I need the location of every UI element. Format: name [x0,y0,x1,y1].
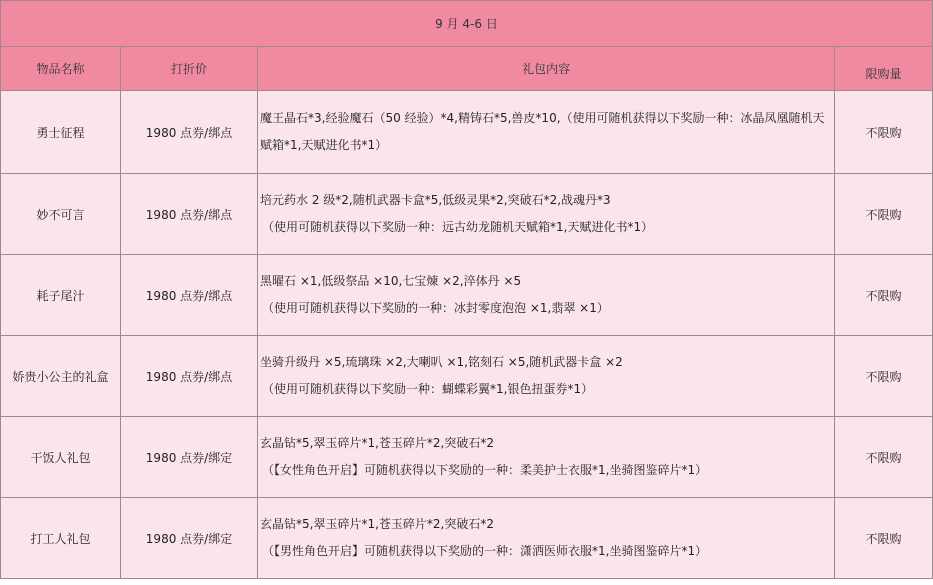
purchase-limit-cell: 不限购 [835,255,933,336]
item-name-cell: 打工人礼包 [1,498,121,579]
header-discount-price: 打折价 [121,47,258,91]
purchase-limit-cell: 不限购 [835,174,933,255]
pack-contents-cell [258,91,835,174]
contents-line: 黑曜石 ×1,低级祭品 ×10,七宝煉 ×2,淬体丹 ×5 [260,274,522,288]
item-name-cell: 勇士征程 [1,91,121,174]
discount-price-cell: 1980 点券/绑点 [121,174,258,255]
contents-line: 玄晶钻*5,翠玉碎片*1,苍玉碎片*2,突破石*2 [260,517,494,531]
reward-note-line: （【女性角色开启】可随机获得以下奖励的一种：柔美护士衣服*1,坐骑图鉴碎片*1） [262,463,708,477]
pack-contents-cell [258,336,835,417]
header-item-name: 物品名称 [1,47,121,91]
discount-price-cell: 1980 点券/绑定 [121,417,258,498]
table-row [1,498,933,579]
table-row [1,336,933,417]
purchase-limit-cell: 不限购 [835,498,933,579]
header-purchase-limit: 限购量 [835,47,933,91]
date-banner-row [1,1,933,47]
item-name-cell: 妙不可言 [1,174,121,255]
header-pack-contents: 礼包内容 [258,47,835,91]
reward-note-line: （使用可随机获得以下奖励一种：蝴蝶彩翼*1,银色扭蛋券*1） [262,382,594,396]
purchase-limit-cell: 不限购 [835,336,933,417]
purchase-limit-cell: 不限购 [835,91,933,174]
item-name-cell: 娇贵小公主的礼盒 [1,336,121,417]
reward-note-line: （使用可随机获得以下奖励一种：远古幼龙随机天赋箱*1,天赋进化书*1） [262,220,654,234]
discount-price-cell: 1980 点券/绑点 [121,336,258,417]
item-name-cell: 耗子尾汁 [1,255,121,336]
reward-note-line: （使用可随机获得以下奖励的一种：冰封零度泡泡 ×1,翡翠 ×1） [262,301,609,315]
reward-note-line: （【男性角色开启】可随机获得以下奖励的一种：潇洒医师衣服*1,坐骑图鉴碎片*1） [262,544,708,558]
discount-price-cell: 1980 点券/绑点 [121,255,258,336]
date-banner: 9 月 4-6 日 [1,1,933,47]
pack-contents-cell [258,417,835,498]
table-row [1,255,933,336]
table-body [1,91,933,579]
discount-price-cell: 1980 点券/绑点 [121,91,258,174]
table-row [1,174,933,255]
table-row [1,417,933,498]
contents-line: 玄晶钻*5,翠玉碎片*1,苍玉碎片*2,突破石*2 [260,436,494,450]
pack-contents-cell [258,174,835,255]
contents-line: 魔王晶石*3,经验魔石（50 经验）*4,精铸石*5,兽皮*10,（使用可随机获得以下奖励一种：冰晶凤凰随机天赋箱*1,天赋进化书*1） [260,111,825,152]
item-name-cell: 干饭人礼包 [1,417,121,498]
contents-line: 坐骑升级丹 ×5,琉璃珠 ×2,大喇叭 ×1,铭刻石 ×5,随机武器卡盒 ×2 [260,355,623,369]
pack-contents-cell [258,255,835,336]
table-header-row [1,47,933,91]
purchase-limit-cell: 不限购 [835,417,933,498]
contents-line: 培元药水 2 级*2,随机武器卡盒*5,低级灵果*2,突破石*2,战魂丹*3 [260,193,611,207]
table-row [1,91,933,174]
discount-price-cell: 1980 点券/绑定 [121,498,258,579]
pack-contents-cell [258,498,835,579]
